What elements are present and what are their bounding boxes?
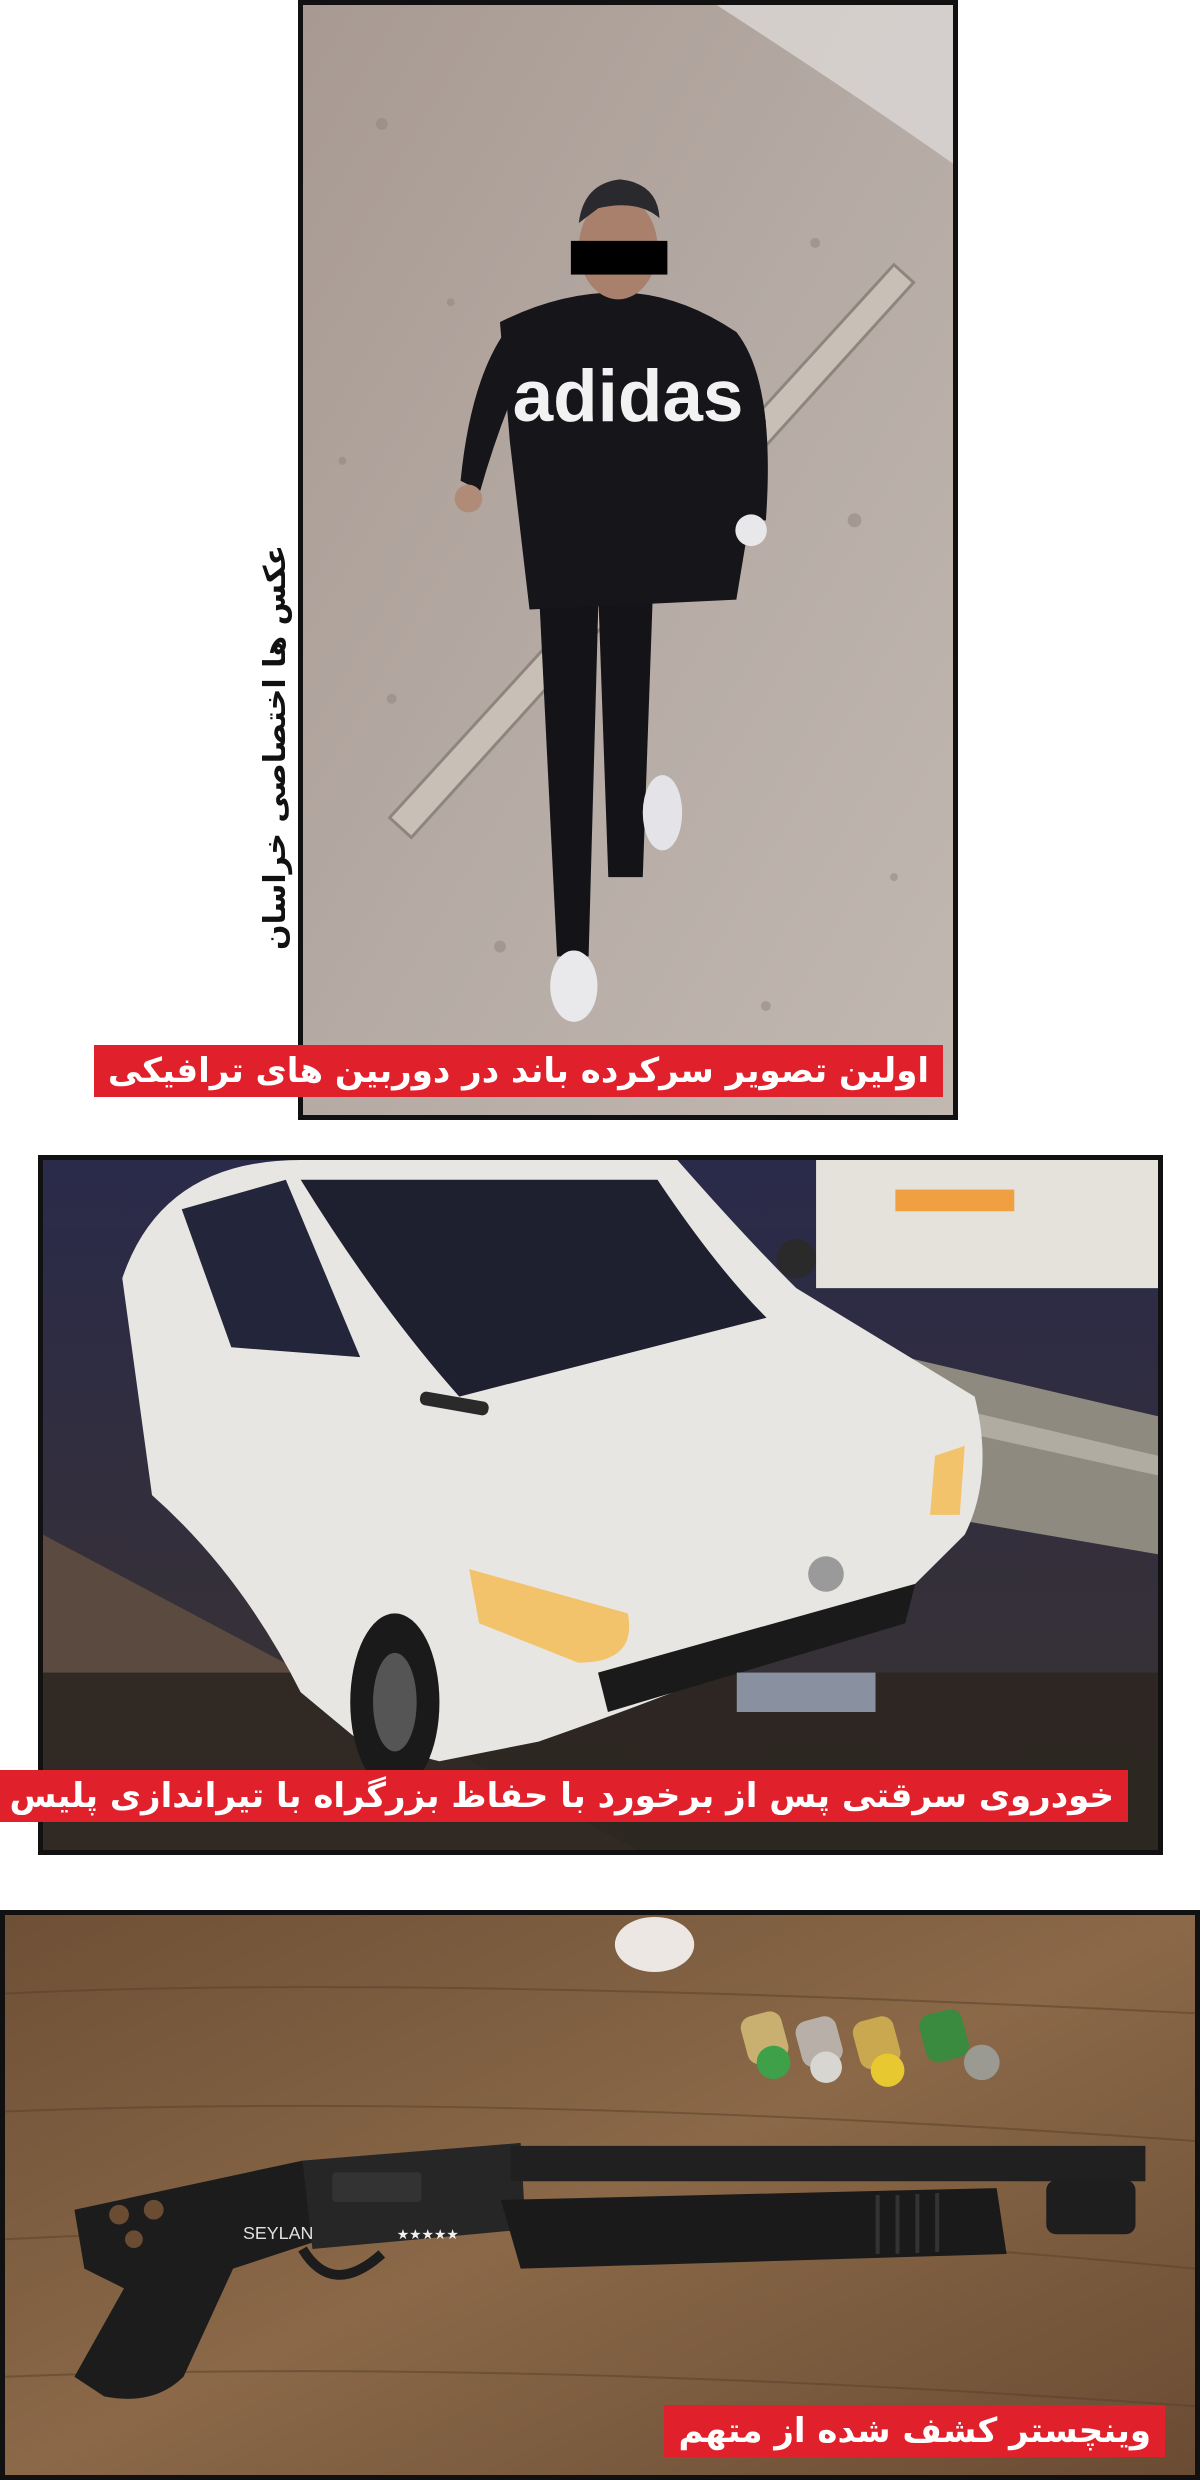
- photo-2-caption: خودروی سرقتی پس از برخورد با حفاظ بزرگراه با تیراندازی پلیس: [0, 1770, 1128, 1822]
- shotgun-image: [5, 1915, 1195, 2475]
- face-censor-bar: [571, 241, 668, 275]
- gun-brand-text: SEYLAN: [243, 2223, 314, 2244]
- photo-credit: عکس ها اختصاصی خراسان: [258, 545, 293, 950]
- photo-3-caption: وینچستر کشف شده از متهم: [664, 2405, 1165, 2457]
- shirt-logo-text: adidas: [512, 356, 744, 438]
- gun-stars: ★★★★★: [396, 2227, 459, 2244]
- shotgun-photo: [0, 1910, 1200, 2480]
- car-image: [43, 1160, 1158, 1850]
- photo-1-caption: اولین تصویر سرکرده باند در دوربین های ترافیکی: [94, 1045, 943, 1097]
- suspect-image: [303, 5, 953, 1115]
- crashed-car-photo: [9, 1155, 1163, 1855]
